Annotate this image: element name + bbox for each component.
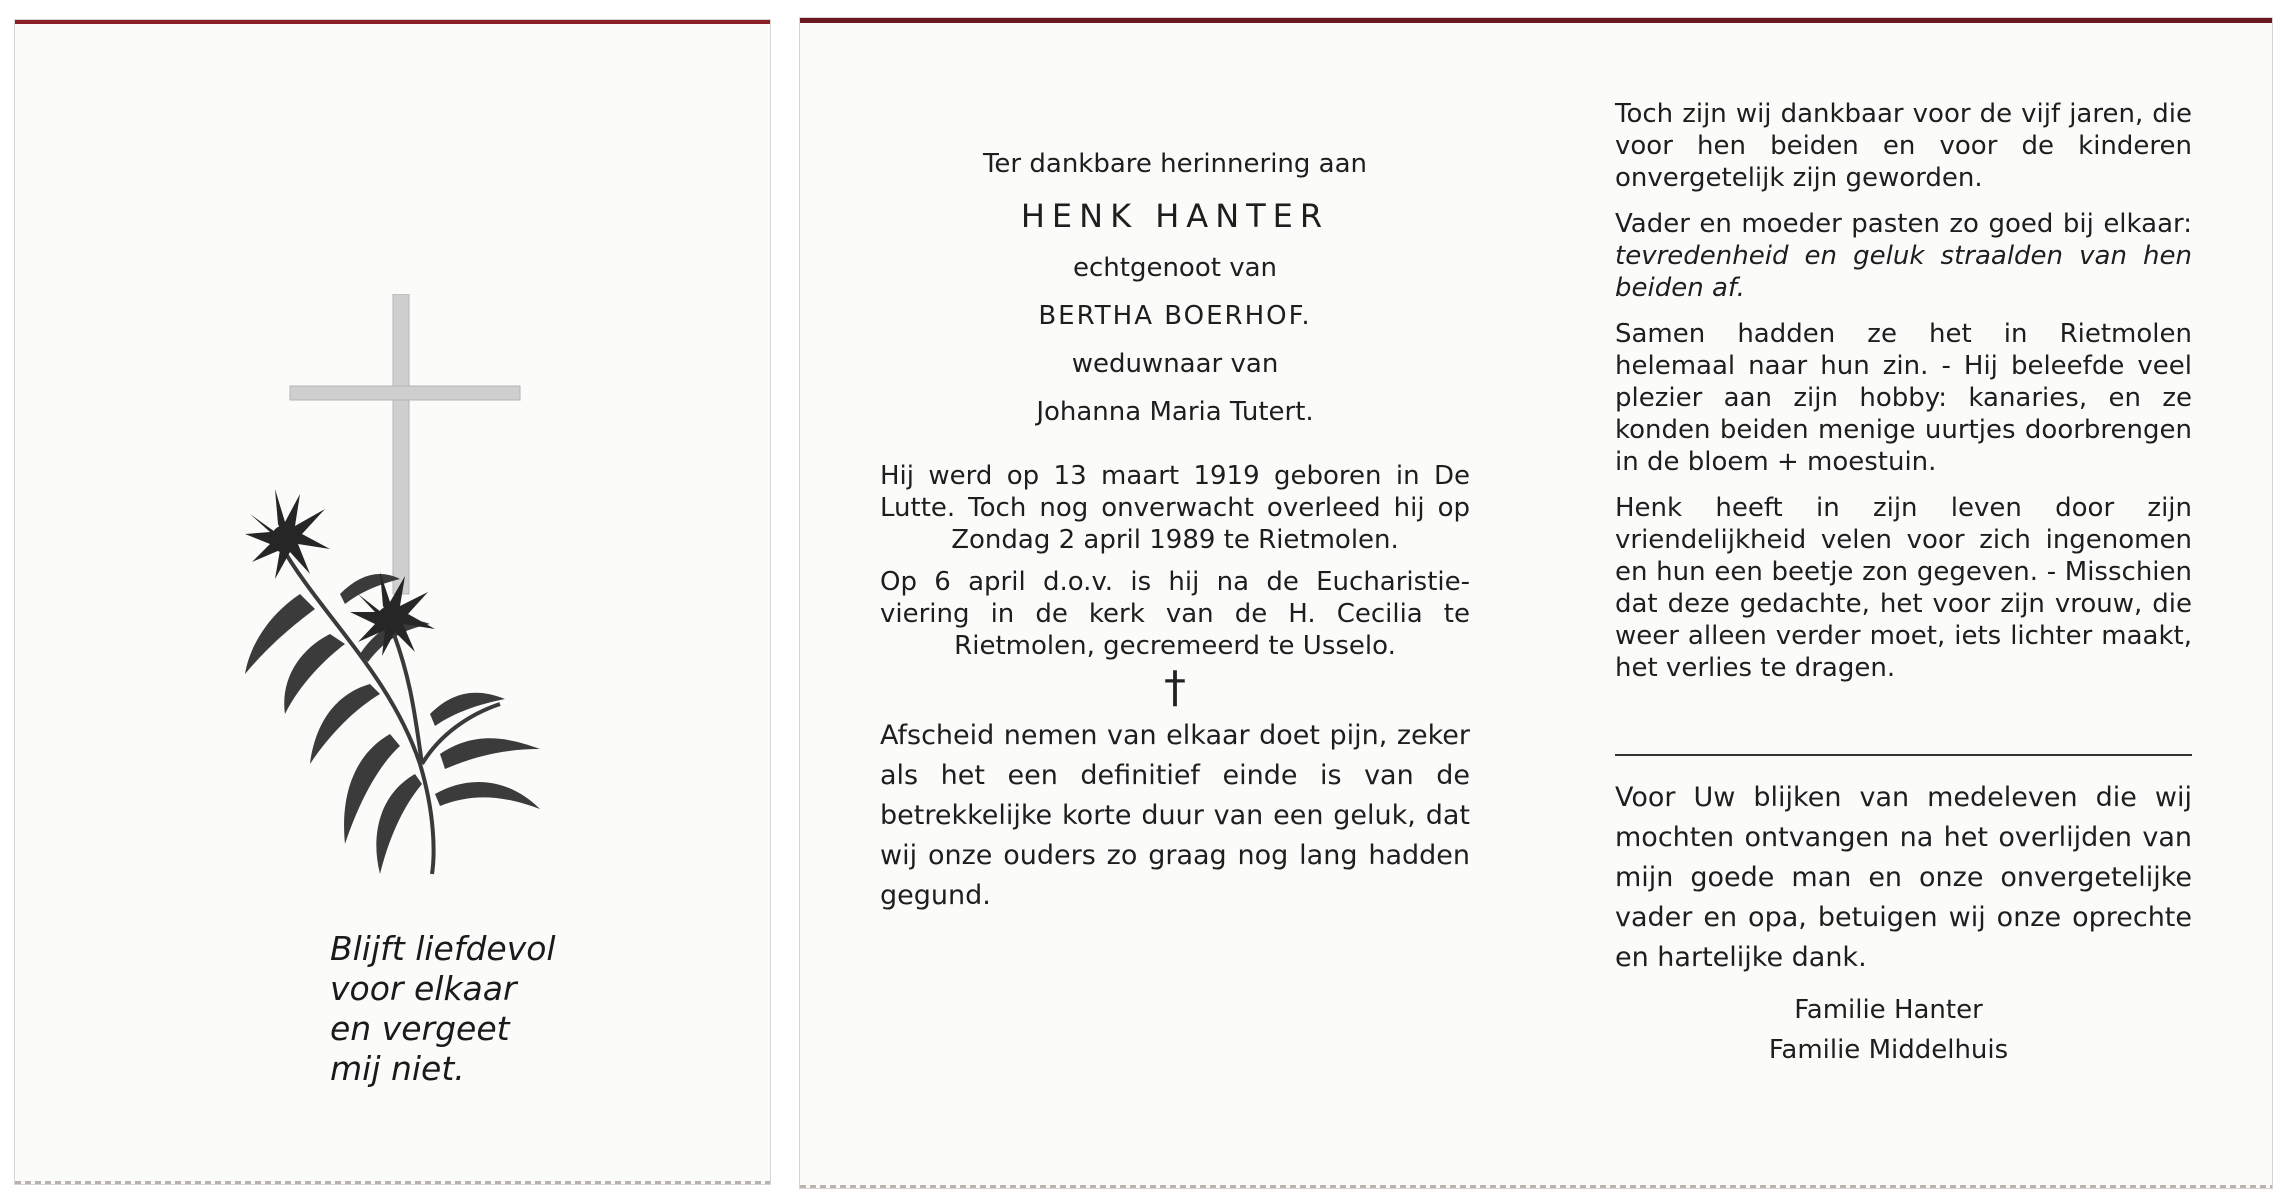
memorial-column-right [1615,98,2192,1070]
motto-line-4: mij niet. [330,1049,465,1088]
intro-line: Ter dankbare herinnering aan [982,149,1368,179]
memorial-column-left [880,148,1470,916]
motto [330,929,630,1089]
signatures [1615,990,2192,1070]
kindness-paragraph: Henk heeft in zijn leven door zijn vriendelijkheid velen voor zich ingenomen en hun een beetje zon gegeven. - Misschien dat deze gedachte, het voor zijn vrouw, die weer alleen verder moet, iets lichter maakt, het verlies te dragen. [1615,493,2192,683]
signature-hanter: Familie Hanter [1794,995,1983,1025]
rietmolen-paragraph: Samen hadden ze het in Rietmolen helemaal naar hun zin. - Hij beleefde veel plezier aan zijn hobby: kanaries, en ze konden beiden menige uurtjes doorbrengen in de bloem + moestuin. [1615,319,2192,477]
motto-line-1: Blijft liefdevol [330,929,556,968]
signature-middelhuis: Familie Middelhuis [1768,1035,2009,1065]
spouse-name: BERTHA BOERHOF. [1038,301,1312,331]
relation-spouse-label: echtgenoot van [1072,253,1277,283]
motto-line-2: voor elkaar [330,969,517,1008]
birth-death-text: Hij werd op 13 maart 1919 geboren in De Lutte. Toch nog onverwacht overleed hij op Zondag 2 april 1989 te Rietmolen. [880,461,1470,555]
deceased-name: HENK HANTER [1020,197,1330,235]
card-right-panel [800,18,2272,1188]
thanks-text: Voor Uw blijken van medeleven die wij mochten ontvangen na het overlijden van mijn goede man en onze onvergetelijke vader en opa, betuigen wij onze oprechte en hartelijke dank. [1615,782,2192,973]
late-wife-name: Johanna Maria Tutert. [1036,397,1314,427]
relation-widower-label: weduwnaar van [1071,349,1279,379]
parents-italic-text: tevredenheid en geluk straalden van hen beiden af. [1615,241,2192,303]
cross-symbol: † [1164,662,1186,713]
funeral-text: Op 6 april d.o.v. is hij na de Eucharistie-viering in de kerk van de H. Cecilia te Rietmolen, gecremeerd te Usselo. [880,567,1470,661]
card-left-panel [15,20,770,1184]
farewell-text: Afscheid nemen van elkaar doet pijn, zeker als het een definitief einde is van de betrekkelijke korte duur van een geluk, dat wij onze ouders zo graag nog lang hadden gegund. [880,720,1470,911]
parents-paragraph [1615,208,2192,304]
gratitude-paragraph: Toch zijn wij dankbaar voor de vijf jaren, die voor hen beiden en voor de kinderen onvergetelijk zijn geworden. [1615,99,2192,193]
divider [1615,754,2192,756]
cross-with-cornflower-icon [240,294,570,884]
parents-text: Vader en moeder pasten zo goed bij elkaar: [1615,209,2192,239]
motto-line-3: en vergeet [330,1009,510,1048]
